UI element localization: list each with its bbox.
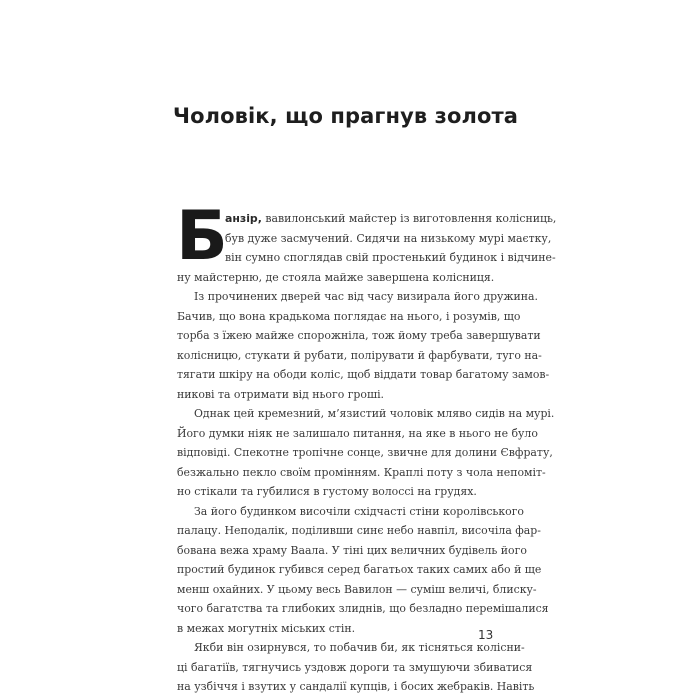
page-number: 13: [478, 628, 494, 642]
text-line: Із прочинених дверей час від часу визирала його дружина.: [194, 290, 538, 303]
lead-word: анзір,: [225, 212, 262, 225]
opening-paragraph: [176, 197, 557, 287]
text-line: палацу. Неподалік, поділивши синє небо навпіл, височіла фар-: [177, 524, 541, 537]
text-line: Бачив, що вона крадькома поглядає на нього, і розумів, що: [177, 309, 521, 323]
text-line: менш охайних. У цьому весь Вавилон — суміш величі, блиску-: [177, 582, 537, 596]
text-line: Його думки ніяк не залишало питання, на яке в нього не було: [177, 426, 538, 440]
text-line: в межах могутніх міських стін.: [177, 621, 356, 635]
text-line: никові та отримати від нього гроші.: [177, 387, 385, 401]
text-line: простий будинок губився серед багатьох таких самих або й ще: [177, 563, 542, 576]
text-line: бована вежа храму Ваала. У тіні цих величних будівель його: [177, 543, 527, 557]
text-line: колісницю, стукати й рубати, полірувати й фарбувати, туго на-: [177, 348, 542, 362]
text-line: ну майстерню, де стояла майже завершена колісниця.: [177, 270, 495, 284]
body-text: [176, 197, 557, 697]
text-line: анзір, вавилонський майстер із виготовлення колісниць,: [225, 212, 557, 225]
chapter-title: Чоловік, що прагнув золота: [173, 104, 519, 128]
text-line: За його будинком височіли східчасті стіни королівського: [194, 504, 524, 518]
text-line: на узбіччя і взутих у сандалії купців, і босих жебраків. Навіть: [177, 680, 535, 693]
text-line: він сумно споглядав свій простенький будинок і відчине-: [225, 251, 556, 264]
text-line: ці багатіїв, тягнучись уздовж дороги та змушуючи збиватися: [177, 660, 533, 674]
text-line: но стікали та губилися в густому волоссі на грудях.: [177, 485, 477, 498]
drop-cap: Б: [176, 197, 228, 276]
text-line: чого багатства та глибоких злиднів, що безладно перемішалися: [177, 602, 549, 615]
text-line: Однак цей кремезний, м’язистий чоловік мляво сидів на мурі.: [194, 407, 555, 420]
text-line: безжально пекло своїм промінням. Краплі поту з чола непоміт-: [177, 465, 546, 479]
text-line: був дуже засмучений. Сидячи на низькому мурі маєтку,: [225, 231, 552, 245]
text-line: відповіді. Спекотне тропічне сонце, звичне для долини Євфрату,: [177, 446, 553, 459]
text-line: тягати шкіру на ободи коліс, щоб віддати товар багатому замов-: [177, 368, 550, 381]
text-line: торба з їжею майже спорожніла, тож йому треба завершувати: [177, 329, 541, 342]
text-line: Якби він озирнувся, то побачив би, як тісняться колісни-: [194, 641, 525, 654]
